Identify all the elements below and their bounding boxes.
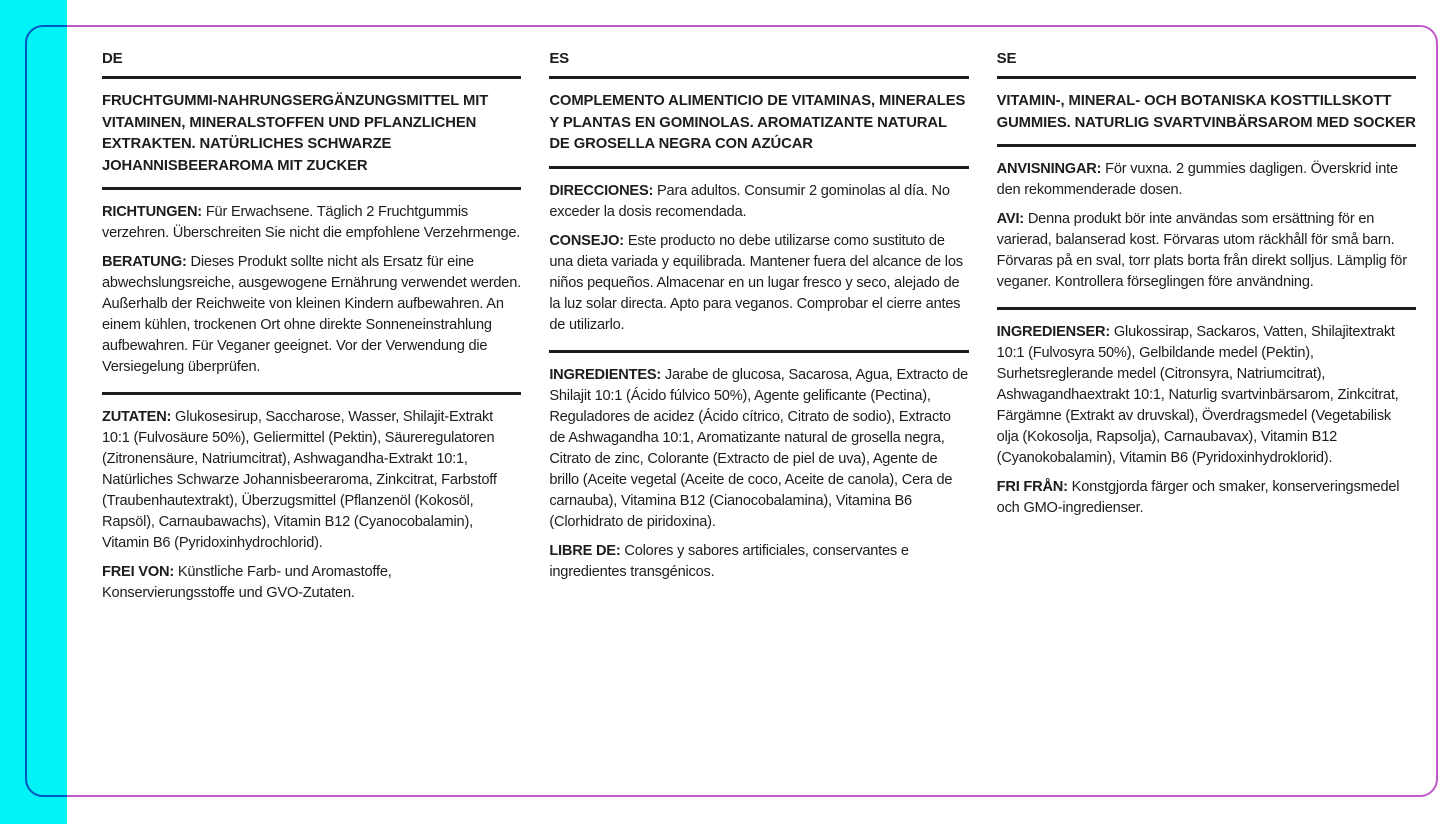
- advisory-text: Dieses Produkt sollte nicht als Ersatz für eine abwechslungsreiche, ausgewogene Ernährung verwendet werden. Außerhalb der Reichweite von kleinen Kindern aufbewahren. An einem kühlen, trockenen Ort ohne direkte Sonneneinstrahlung aufbewahren. Für Veganer geeignet. Vor der Verwendung die Versiegelung überprüfen.: [102, 254, 521, 375]
- advisory-text: Denna produkt bör inte användas som ersättning för en varierad, balanserad kost. Förvaras utom räckhåll för små barn. Förvaras på en sval, torr plats borta från direkt solljus. Lämplig för veganer. Kontrollera förseglingen före användning.: [996, 211, 1407, 290]
- ingredients-label: INGREDIENSER:: [996, 324, 1111, 340]
- free-from-paragraph: [102, 562, 521, 604]
- directions-paragraph: [102, 202, 521, 244]
- free-from-text: Künstliche Farb- und Aromastoffe, Konservierungsstoffe und GVO-Zutaten.: [102, 564, 392, 601]
- ingredients-label: INGREDIENTES:: [549, 366, 662, 383]
- advisory-label: BERATUNG:: [102, 254, 187, 270]
- free-from-paragraph: [549, 541, 968, 583]
- advisory-paragraph: [549, 231, 968, 336]
- advisory-label: AVI:: [996, 211, 1024, 227]
- ingredients-paragraph: [997, 322, 1416, 469]
- ingredients-paragraph: [549, 365, 968, 533]
- directions-label: ANVISNINGAR:: [996, 161, 1102, 177]
- product-title-de: FRUCHTGUMMI-NAHRUNGSERGÄNZUNGSMITTEL MIT VITAMINEN, MINERALSTOFFEN UND PFLANZLICHEN EXTRAKTEN. NATÜRLICHES SCHWARZE JOHANNISBEERAROMA MIT ZUCKER: [102, 93, 489, 174]
- divider: [102, 76, 521, 79]
- divider: [549, 350, 968, 353]
- free-from-label: FRI FRÅN:: [996, 479, 1068, 495]
- column-de: [102, 48, 521, 604]
- ingredients-text: Glukossirap, Sackaros, Vatten, Shilajitextrakt 10:1 (Fulvosyra 50%), Gelbildande medel (Pektin), Surhetsreglerande medel (Citronsyra, Natriumcitrat), Ashwagandhaextrakt 10:1, Naturlig svartvinbärsarom, Zinkcitrat, Färgämne (Extrakt av druvskal), Överdragsmedel (Vegetabilisk olja (Kokosolja, Rapsolja), Carnaubavax), Vitamin B12 (Cyanokobalamin), Vitamin B6 (Pyridoxinhydroklorid).: [996, 324, 1399, 466]
- language-code-se: SE: [996, 50, 1017, 67]
- free-from-text: Colores y sabores artificiales, conservantes e ingredientes transgénicos.: [549, 542, 909, 580]
- cyan-spine-stripe: [0, 0, 67, 824]
- column-se: [997, 48, 1416, 604]
- divider: [997, 144, 1416, 147]
- column-es: [549, 48, 968, 604]
- free-from-label: LIBRE DE:: [549, 542, 621, 559]
- language-code-de: DE: [102, 50, 123, 67]
- divider: [549, 166, 968, 169]
- ingredients-paragraph: [102, 407, 521, 554]
- language-columns: [102, 48, 1416, 604]
- divider: [997, 76, 1416, 79]
- divider: [102, 392, 521, 395]
- divider: [997, 307, 1416, 310]
- ingredients-label: ZUTATEN:: [102, 409, 172, 425]
- directions-label: RICHTUNGEN:: [102, 204, 202, 220]
- directions-paragraph: [549, 181, 968, 223]
- directions-text: Para adultos. Consumir 2 gominolas al día. No exceder la dosis recomendada.: [549, 182, 950, 220]
- language-code-es: ES: [549, 50, 569, 67]
- divider: [549, 76, 968, 79]
- free-from-label: FREI VON:: [102, 564, 174, 580]
- directions-text: För vuxna. 2 gummies dagligen. Överskrid inte den rekommenderade dosen.: [996, 161, 1398, 198]
- ingredients-text: Glukosesirup, Saccharose, Wasser, Shilajit-Extrakt 10:1 (Fulvosäure 50%), Geliermittel (Pektin), Säureregulatoren (Zitronensäure, Natriumcitrat), Ashwagandha-Extrakt 10:1, Natürliches Schwarze Johannisbeeraroma, Zinkcitrat, Farbstoff (Traubenhautextrakt), Überzugsmittel (Pflanzenöl (Kokosöl, Rapsöl), Carnaubawachs), Vitamin B12 (Cyanocobalamin), Vitamin B6 (Pyridoxinhydrochlorid).: [102, 409, 497, 551]
- product-title-se: VITAMIN-, MINERAL- OCH BOTANISKA KOSTTILLSKOTT GUMMIES. NATURLIG SVARTVINBÄRSAROM MED SOCKER: [996, 93, 1416, 131]
- product-title-es: COMPLEMENTO ALIMENTICIO DE VITAMINAS, MINERALES Y PLANTAS EN GOMINOLAS. AROMATIZANTE NATURAL DE GROSELLA NEGRA CON AZÚCAR: [549, 93, 966, 152]
- free-from-paragraph: [997, 477, 1416, 519]
- directions-label: DIRECCIONES:: [549, 182, 654, 199]
- ingredients-text: Jarabe de glucosa, Sacarosa, Agua, Extracto de Shilajit 10:1 (Ácido fúlvico 50%), Agente gelificante (Pectina), Reguladores de acidez (Ácido cítrico, Citrato de sodio), Extracto de Ashwagandha 10:1, Aromatizante natural de grosella negra, Citrato de zinc, Colorante (Extracto de piel de uva), Agente de brillo (Aceite vegetal (Aceite de coco, Aceite de canola), Cera de carnauba), Vitamina B12 (Cianocobalamina), Vitamina B6 (Clorhidrato de piridoxina).: [549, 366, 969, 530]
- advisory-label: CONSEJO:: [549, 232, 624, 249]
- advisory-paragraph: [997, 209, 1416, 293]
- directions-text: Für Erwachsene. Täglich 2 Fruchtgummis verzehren. Überschreiten Sie nicht die empfohlene Verzehrmenge.: [102, 204, 521, 241]
- divider: [102, 187, 521, 190]
- directions-paragraph: [997, 159, 1416, 201]
- advisory-paragraph: [102, 252, 521, 378]
- advisory-text: Este producto no debe utilizarse como sustituto de una dieta variada y equilibrada. Mantener fuera del alcance de los niños pequeños. Almacenar en un lugar fresco y seco, alejado de la luz solar directa. Apto para veganos. Comprobar el cierre antes de utilizarlo.: [549, 232, 963, 333]
- free-from-text: Konstgjorda färger och smaker, konserveringsmedel och GMO-ingredienser.: [996, 479, 1400, 516]
